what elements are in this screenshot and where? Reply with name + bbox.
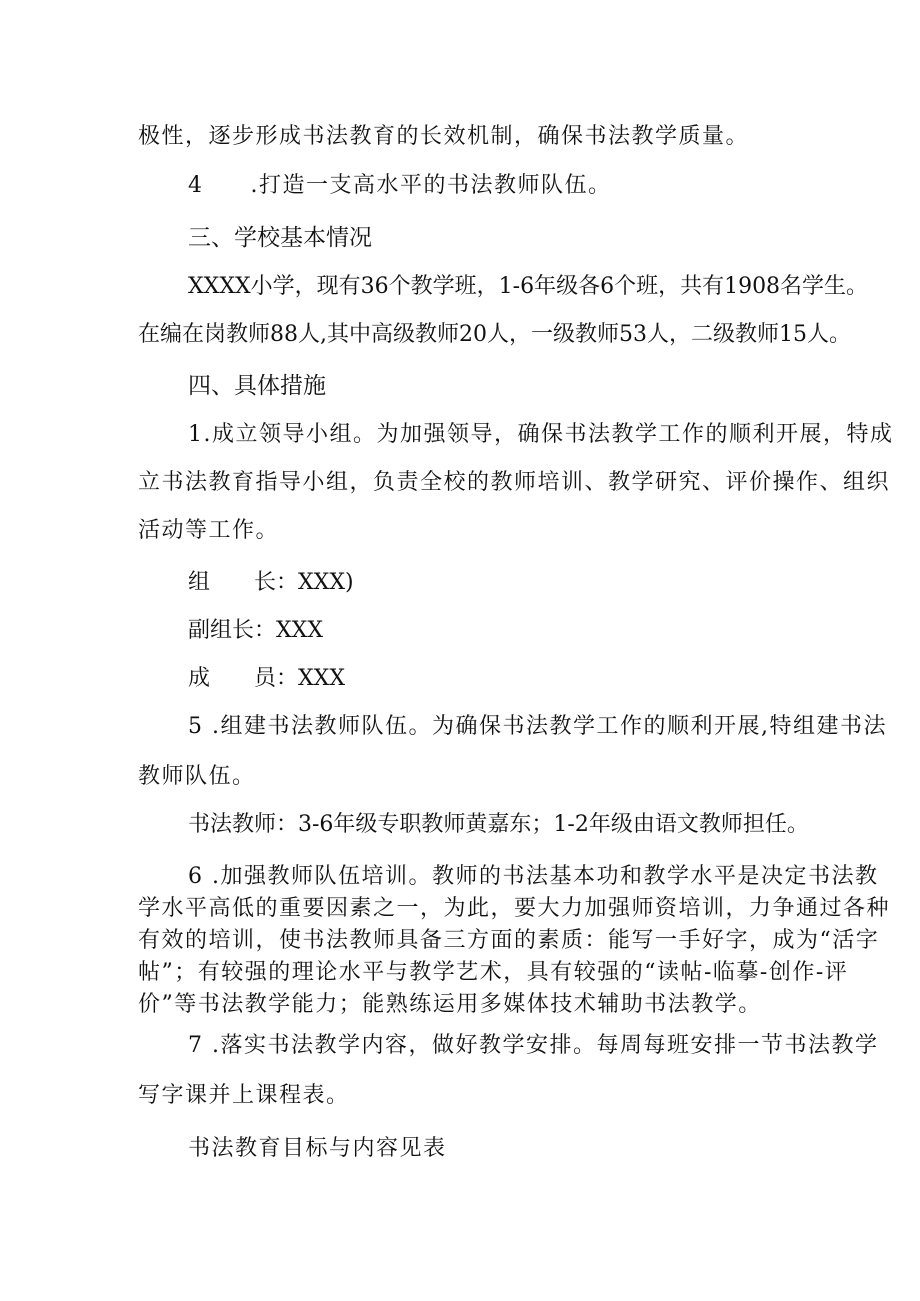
paragraph-line: 在编在岗教师88人,其中高级教师20人，一级教师53人，二级教师15人。	[138, 322, 851, 347]
paragraph-line: 价”等书法教学能力；能熟练运用多媒体技术辅助书法教学。	[138, 992, 762, 1017]
list-item-4: 4 .打造一支高水平的书法教师队伍。	[188, 173, 612, 198]
deputy-group-leader: 副组长：XXX	[188, 618, 323, 643]
calligraphy-teachers: 书法教师：3-6年级专职教师黄嘉东；1-2年级由语文教师担任。	[188, 812, 809, 837]
list-item-1: 1.成立领导小组。为加强领导，确保书法教学工作的顺利开展，特成	[188, 422, 894, 447]
paragraph-line: 学水平高低的重要因素之一，为此，要大力加强师资培训，力争通过各种	[138, 896, 891, 921]
section-heading-measures: 四、具体措施	[188, 373, 326, 399]
list-item-6: 6 .加强教师队伍培训。教师的书法基本功和教学水平是决定书法教	[188, 864, 879, 889]
paragraph-line: 写字课并上课程表。	[138, 1083, 350, 1108]
paragraph-line: 帖”；有较强的理论水平与教学艺术，具有较强的“读帖-临摹-创作-评	[138, 960, 849, 985]
list-item-5: 5 .组建书法教师队伍。为确保书法教学工作的顺利开展,特组建书法	[188, 714, 887, 739]
paragraph-line: 有效的培训，使书法教师具备三方面的素质：能写一手好字，成为“活字	[138, 928, 880, 953]
list-item-7: 7 .落实书法教学内容，做好教学安排。每周每班安排一节书法教学	[188, 1033, 879, 1058]
paragraph-line: 教师队伍。	[138, 764, 256, 789]
paragraph-line: XXXX小学，现有36个教学班，1-6年级各6个班，共有1908名学生。	[188, 274, 869, 299]
paragraph-line: 活动等工作。	[138, 518, 280, 543]
group-leader: 组 长：XXX)	[188, 570, 354, 595]
paragraph-line: 立书法教育指导小组，负责全校的教师培训、教学研究、评价操作、组织	[138, 470, 891, 495]
table-caption: 书法教育目标与内容见表	[188, 1136, 447, 1161]
section-heading-school-info: 三、学校基本情况	[188, 225, 372, 251]
paragraph-line: 极性，逐步形成书法教育的长效机制，确保书法教学质量。	[138, 124, 750, 149]
group-members: 成 员：XXX	[188, 666, 345, 691]
